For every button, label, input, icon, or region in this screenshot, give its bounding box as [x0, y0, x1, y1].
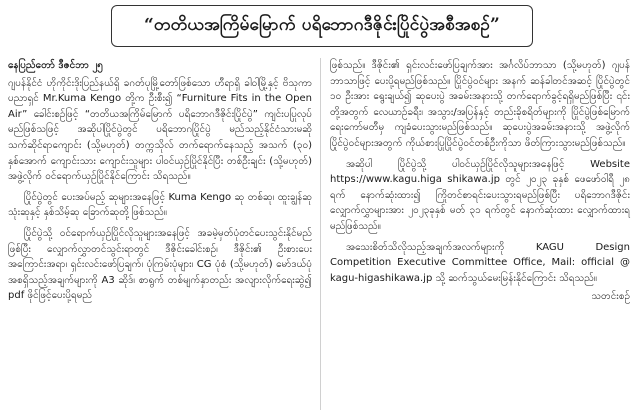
headline: “တတိယအကြိမ်မြောက် ပရိဘောဂဒီဇိုင်းပြိုင်ပွဲအစီအစဉ်”	[143, 14, 501, 35]
paragraph: ဖြစ်သည်။ ဒီဇိုင်း၏ ရှင်းလင်းဖော်ပြချက်အား အင်္ဂလိပ်ဘာသာ (သို့မဟုတ်) ဂျပန်ဘာသာဖြင့် ပေးပို့ရမည်ဖြစ်သည်။ ပြိုင်ပွဲဝင်များ အနက် ဆန်ခါတင်အဆင့် ပြိုင်ပွဲတွင် ၁၀ ဦးအား ရွေးချယ်၍ ဆုပေးပွဲ အခမ်းအနားသို့ တက်ရောက်ခွင့်ရရှိမည်ဖြစ်ပြီး ၎င်းတို့အတွက် လေယာဉ်ခရီး၊ အသွား/အပြန်နှင့် တည်းခိုစရိတ်များကို ပြိုင်ပွဲဖြစ်မြောက်ရေးကော်မတီမှ ကျခံပေးသွားမည်ဖြစ်သည်။ ဆုပေးပွဲအခမ်းအနားသို့ အဖွဲ့လိုက် ပြိုင်ပွဲဝင်များအတွက် ကိုယ်စားပြုပြိုင်ပွဲဝင်တစ်ဦးကိုသာ ဖိတ်ကြားသွားမည်ဖြစ်သည်။	[330, 60, 630, 149]
paragraph: ပြိုင်ပွဲသို့ ဝင်ရောက်ယှဉ်ပြိုင်လိုသူများအနေဖြင့် အခမဲ့မှတ်ပုံတင်ပေးသွင်းနိုင်မည်ဖြစ်ပြီး လျှောက်လွှာတင်သွင်းရာတွင် ဒီဇိုင်းခေါင်းစဉ်၊ ဒီဇိုင်း၏ ဦးစားပေးအကြောင်းအရာ၊ ရှင်းလင်းဖော်ပြချက်၊ ပုံကြမ်းပုံများ၊ CG ပုံစံ (သို့မဟုတ်) မော်ဒယ်ပုံ အစရှိသည့်အချက်များကို A3 ဆိုဒ်၊ စာရွက် တစ်မျက်နှာတည်း အလျားလိုက်ရေးဆွဲ၍ pdf ဖိုင်ဖြင့်ပေးပို့ရမည်	[8, 227, 312, 302]
paragraph: ပြိုင်ပွဲတွင် ပေးအပ်မည့် ဆုများအနေဖြင့် Kuma Kengo ဆု တစ်ဆု၊ ထူးချွန်ဆု သုံးဆုနှင့် နှစ်သိမ့်ဆု ခြောက်ဆုတို့ဖြစ်သည်။	[8, 191, 312, 219]
left-column	[8, 58, 312, 309]
paragraph: ဂျပန်နိုင်ငံ ဟိုကိုင်းဒိုးပြည်နယ်ရှိ ခဂတ်ပုမြို့တော်ဖြစ်သော ဟီရာရှိ ခါဝါမြို့နှင့် ဗိသုကာပညာရှင် Mr.Kuma Kengo တို့က ဦးစီး၍ “Furniture Fits in the Open Air” ခေါင်းစဉ်ဖြင့် “တတိယအကြိမ်မြောက် ပရိဘောဂဒီဇိုင်းပြိုင်ပွဲ” ကျင်းပပြုလုပ်မည်ဖြစ်သဖြင့် အဆိုပါပြိုင်ပွဲတွင် ပရိဘောဂပြိုင်ပွဲ မည်သည့်နိုင်ငံသားမဆို သက်ဆိုင်ရာကျောင်း (သို့မဟုတ်) တက္ကသိုလ် တက်ရောက်နေသည့် အသက် (၃၀) နှစ်အောက် ကျောင်းသား ကျောင်းသူများ ပါဝင်ယှဉ်ပြိုင်နိုင်ပြီး တစ်ဦးချင်း (သို့မဟုတ်) အဖွဲ့လိုက် ဝင်ရောက်ယှဉ်ပြိုင်နိုင်ကြောင်း သိရသည်။	[8, 77, 312, 183]
signoff: သတင်းစဉ်	[591, 291, 630, 303]
headline-box	[111, 5, 533, 47]
paragraph: အဆိုပါ ပြိုင်ပွဲသို့ ပါဝင်ယှဉ်ပြိုင်လိုသူများအနေဖြင့် Website https://www.kagu.higa shikawa.jp တွင် ၂၀၂၃ ခုနှစ် ဖေဖော်ဝါရီ ၂၈ ရက် နောက်ဆုံးထား၍ ကြိုတင်စာရင်းပေးသွားရမည်ဖြစ်ပြီး ပရိဘောဂဒီဇိုင်းလျှောက်လွှာများအား ၂၀၂၃ခုနှစ် မတ် ၃၁ ရက်တွင် နောက်ဆုံးထား လျှောက်ထားရမည်ဖြစ်သည်။	[330, 158, 630, 232]
column-divider	[320, 58, 321, 410]
right-column	[330, 58, 630, 310]
dateline: နေပြည်တော် ဒီဇင်ဘာ ၂၅	[8, 60, 103, 71]
paragraph: အသေးစိတ်သိလိုသည့်အချက်အလက်များကို KAGU Design Competition Executive Committee Office, Mail: official @ kagu-higashikawa.jp သို့ ဆက်သွယ်မေးမြန်းနိုင်ကြောင်း သိရသည်။	[330, 241, 630, 284]
